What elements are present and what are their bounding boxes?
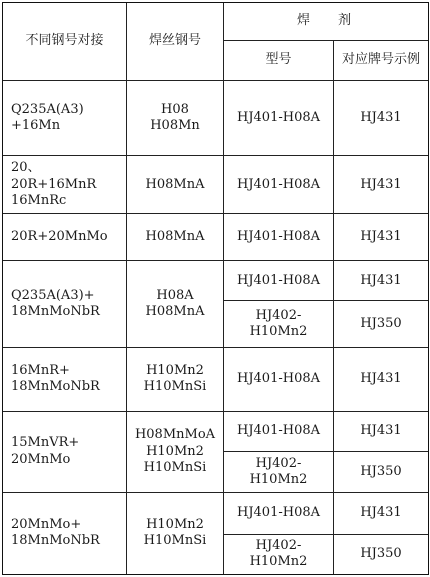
wire-line: H08Mn [150, 118, 200, 134]
header-row-1 [3, 3, 429, 41]
wire-cell [127, 411, 224, 492]
wire-line: H10Mn2 [146, 362, 204, 378]
base-steel-line: Q235A(A3) [11, 101, 84, 117]
flux-brand-cell: HJ431 [334, 492, 429, 534]
base-steel-cell [3, 261, 127, 347]
wire-cell [127, 81, 224, 156]
base-steel-cell [3, 81, 127, 156]
table-row [3, 492, 429, 534]
wire-line: H10Mn2 [146, 443, 204, 459]
flux-type-cell: HJ401-H08A [224, 492, 334, 534]
header-base-steel: 不同钢号对接 [3, 3, 127, 81]
wire-cell: H08MnA [127, 214, 224, 261]
table-row [3, 261, 429, 301]
base-steel-cell [3, 411, 127, 492]
base-steel-line: 16MnRc [11, 192, 67, 208]
flux-brand-cell: HJ350 [334, 534, 429, 574]
header-type: 型号 [224, 41, 334, 81]
flux-brand-cell: HJ431 [334, 81, 429, 156]
flux-type-cell: HJ401-H08A [224, 261, 334, 301]
header-flux: 焊剂 [224, 3, 429, 41]
base-steel-line: 18MnMoNbR [11, 533, 100, 549]
flux-type-cell: HJ402-H10Mn2 [224, 301, 334, 347]
base-steel-line: 20MnMo+ [11, 517, 82, 533]
base-steel-line: 20MnMo [11, 451, 71, 467]
flux-brand-cell: HJ431 [334, 261, 429, 301]
base-steel-line: 18MnMoNbR [11, 379, 100, 395]
flux-brand-cell: HJ431 [334, 156, 429, 214]
table-row [3, 347, 429, 411]
welding-table [2, 2, 429, 575]
table-row [3, 156, 429, 214]
wire-line: H10Mn2 [146, 517, 204, 533]
base-steel-line: 16MnR+ [11, 362, 70, 378]
flux-type-cell: HJ401-H08A [224, 347, 334, 411]
flux-type-cell: HJ402-H10Mn2 [224, 534, 334, 574]
wire-line: H08A [156, 287, 194, 303]
table-row [3, 81, 429, 156]
wire-cell [127, 347, 224, 411]
base-steel-cell: 20R+20MnMo [3, 214, 127, 261]
base-steel-line: +16Mn [11, 118, 61, 134]
base-steel-cell [3, 156, 127, 214]
flux-brand-cell: HJ350 [334, 301, 429, 347]
header-wire: 焊丝钢号 [127, 3, 224, 81]
flux-type-cell: HJ401-H08A [224, 81, 334, 156]
flux-brand-cell: HJ431 [334, 411, 429, 451]
flux-type-cell: HJ402-H10Mn2 [224, 451, 334, 492]
wire-line: H10MnSi [143, 533, 207, 549]
flux-brand-cell: HJ431 [334, 347, 429, 411]
flux-type-cell: HJ401-H08A [224, 214, 334, 261]
base-steel-line: 20、20R+16MnR [11, 160, 97, 192]
wire-line: H10MnSi [143, 459, 207, 475]
wire-cell [127, 261, 224, 347]
wire-line: H08 [161, 101, 189, 117]
header-brand-example: 对应牌号示例 [334, 41, 429, 81]
base-steel-line: Q235A(A3)+ [11, 287, 95, 303]
flux-type-cell: HJ401-H08A [224, 411, 334, 451]
table-row [3, 411, 429, 451]
wire-line: H08MnMoA [134, 427, 216, 443]
flux-brand-cell: HJ431 [334, 214, 429, 261]
base-steel-line: 15MnVR+ [11, 435, 80, 451]
base-steel-cell [3, 492, 127, 574]
wire-cell: H08MnA [127, 156, 224, 214]
base-steel-line: 18MnMoNbR [11, 303, 100, 319]
flux-brand-cell: HJ350 [334, 451, 429, 492]
wire-line: H10MnSi [143, 379, 207, 395]
wire-line: H08MnA [145, 303, 205, 319]
table-row [3, 214, 429, 261]
wire-cell [127, 492, 224, 574]
base-steel-cell [3, 347, 127, 411]
flux-type-cell: HJ401-H08A [224, 156, 334, 214]
